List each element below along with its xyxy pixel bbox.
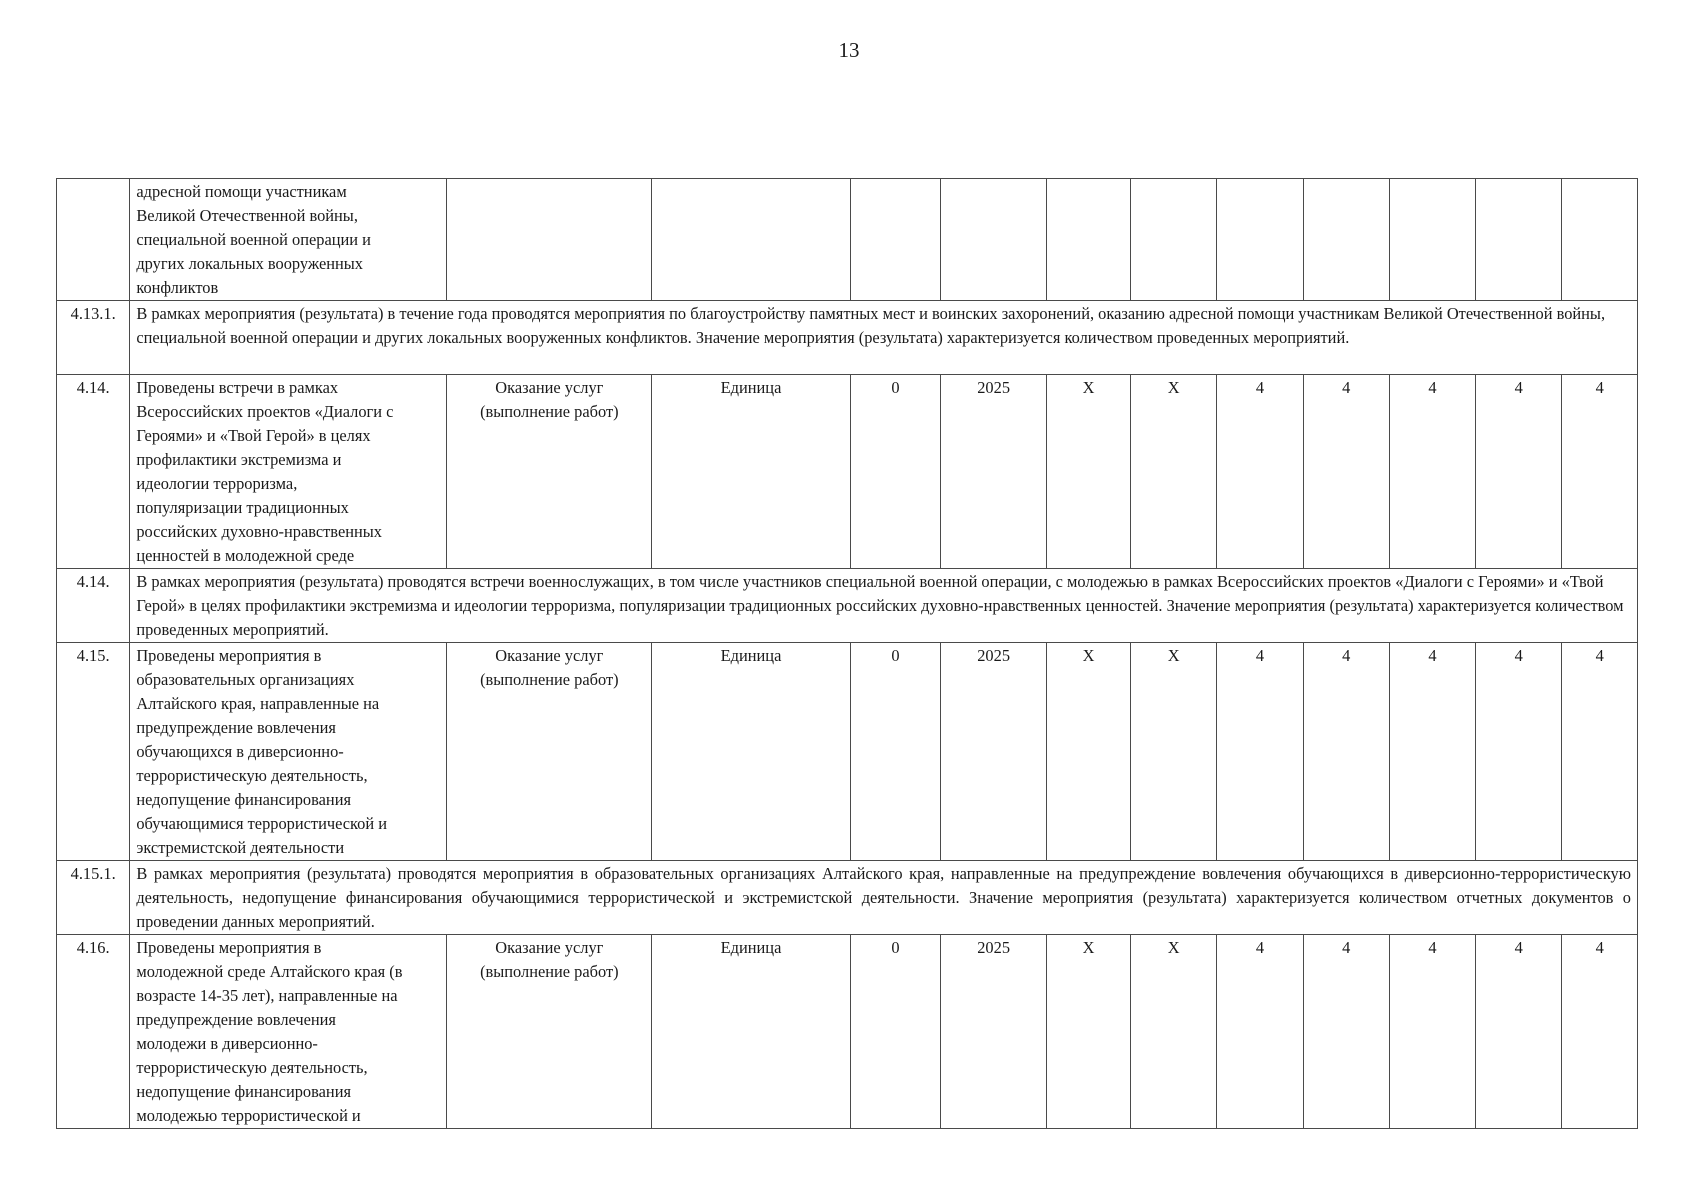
text-line: предупреждение вовлечения (136, 718, 336, 737)
value-cell: X (1046, 375, 1130, 569)
value-cell: 4 (1562, 643, 1638, 861)
text-line: экстремистской деятельности (136, 838, 345, 857)
row-number-cell: 4.13.1. (57, 301, 130, 375)
value-cell (1476, 179, 1562, 301)
row-number-cell: 4.14. (57, 375, 130, 569)
value-cell (1303, 179, 1389, 301)
text-line: специальной военной операции и (136, 230, 371, 249)
type-cell (447, 935, 652, 1129)
row-number-cell (57, 179, 130, 301)
value-cell: X (1046, 643, 1130, 861)
base-year-cell (941, 179, 1047, 301)
value-cell (1131, 179, 1217, 301)
value-cell: 4 (1389, 375, 1475, 569)
text-line: Оказание услуг (495, 646, 604, 665)
page-number: 13 (838, 38, 860, 62)
value-cell (1217, 179, 1303, 301)
row-number-cell: 4.16. (57, 935, 130, 1129)
base-year-cell: 2025 (941, 935, 1047, 1129)
row-number-cell: 4.15.1. (57, 861, 130, 935)
row-number-cell: 4.14. (57, 569, 130, 643)
text-line: ценностей в молодежной среде (136, 546, 355, 565)
base-value-cell: 0 (850, 643, 941, 861)
text-line: (выполнение работ) (480, 402, 619, 421)
value-cell: 4 (1303, 935, 1389, 1129)
value-cell (1562, 179, 1638, 301)
text-line: Оказание услуг (495, 938, 604, 957)
value-cell: 4 (1303, 643, 1389, 861)
measure-name-cell (130, 179, 447, 301)
base-value-cell: 0 (850, 935, 941, 1129)
value-cell: 4 (1303, 375, 1389, 569)
text-line: адресной помощи участникам (136, 182, 347, 201)
unit-cell: Единица (652, 375, 850, 569)
text-line: Проведены встречи в рамках (136, 378, 339, 397)
text-line: Алтайского края, направленные на (136, 694, 380, 713)
text-line: молодежной среде Алтайского края (в (136, 962, 403, 981)
text-line: образовательных организациях (136, 670, 355, 689)
value-cell: 4 (1217, 375, 1303, 569)
text-line: молодежи в диверсионно- (136, 1034, 318, 1053)
table-row (57, 643, 1638, 861)
value-cell: X (1131, 643, 1217, 861)
text-line: (выполнение работ) (480, 962, 619, 981)
value-cell (1046, 179, 1130, 301)
text-line: Героями» и «Твой Герой» в целях (136, 426, 371, 445)
measure-name-cell (130, 375, 447, 569)
table-row (57, 301, 1638, 375)
value-cell: 4 (1562, 935, 1638, 1129)
unit-cell: Единица (652, 643, 850, 861)
description-cell: В рамках мероприятия (результата) проводятся мероприятия в образовательных организациях Алтайского края, направленные на предупреждение вовлечения обучающихся в диверсионно-террористическую деятельность, недопущение финансирования обучающимися террористической и экстремистской деятельности. Значение мероприятия (результата) характеризуется количеством отчетных документов о проведении данных мероприятий. (130, 861, 1638, 935)
text-line: идеологии терроризма, (136, 474, 298, 493)
value-cell: 4 (1562, 375, 1638, 569)
base-value-cell (850, 179, 941, 301)
text-line: других локальных вооруженных (136, 254, 363, 273)
value-cell: X (1046, 935, 1130, 1129)
measure-name-cell (130, 643, 447, 861)
text-line: предупреждение вовлечения (136, 1010, 336, 1029)
description-cell: В рамках мероприятия (результата) в течение года проводятся мероприятия по благоустройству памятных мест и воинских захоронений, оказанию адресной помощи участникам Великой Отечественной войны, специальной военной операции и других локальных вооруженных конфликтов. Значение мероприятия (результата) характеризуется количеством проведенных мероприятий. (130, 301, 1638, 375)
table-row (57, 375, 1638, 569)
base-year-cell: 2025 (941, 643, 1047, 861)
value-cell: 4 (1389, 935, 1475, 1129)
value-cell: X (1131, 375, 1217, 569)
text-line: террористическую деятельность, (136, 1058, 368, 1077)
type-cell (447, 643, 652, 861)
base-year-cell: 2025 (941, 375, 1047, 569)
unit-cell (652, 179, 850, 301)
text-line: Проведены мероприятия в (136, 938, 322, 957)
table-row (57, 179, 1638, 301)
text-line: недопущение финансирования (136, 790, 351, 809)
text-line: Всероссийских проектов «Диалоги с (136, 402, 394, 421)
text-line: (выполнение работ) (480, 670, 619, 689)
text-line: профилактики экстремизма и (136, 450, 342, 469)
value-cell: X (1131, 935, 1217, 1129)
text-line: обучающихся в диверсионно- (136, 742, 344, 761)
value-cell: 4 (1217, 935, 1303, 1129)
measure-name-cell (130, 935, 447, 1129)
text-line: российских духовно-нравственных (136, 522, 382, 541)
table-row (57, 935, 1638, 1129)
row-number-cell: 4.15. (57, 643, 130, 861)
text-line: возрасте 14-35 лет), направленные на (136, 986, 398, 1005)
text-line: конфликтов (136, 278, 219, 297)
value-cell: 4 (1476, 643, 1562, 861)
value-cell: 4 (1476, 935, 1562, 1129)
table-row (57, 569, 1638, 643)
value-cell: 4 (1217, 643, 1303, 861)
type-cell (447, 179, 652, 301)
text-line: Великой Отечественной войны, (136, 206, 358, 225)
text-line: популяризации традиционных (136, 498, 349, 517)
text-line: недопущение финансирования (136, 1082, 351, 1101)
description-cell: В рамках мероприятия (результата) проводятся встречи военнослужащих, в том числе участников специальной военной операции, с молодежью в рамках Всероссийских проектов «Диалоги с Героями» и «Твой Герой» в целях профилактики экстремизма и идеологии терроризма, популяризации традиционных российских духовно-нравственных ценностей. Значение мероприятия (результата) характеризуется количеством проведенных мероприятий. (130, 569, 1638, 643)
text-line: Проведены мероприятия в (136, 646, 322, 665)
text-line: обучающимися террористической и (136, 814, 388, 833)
text-line: террористическую деятельность, (136, 766, 368, 785)
text-line: молодежью террористической и (136, 1106, 361, 1125)
table-row (57, 861, 1638, 935)
unit-cell: Единица (652, 935, 850, 1129)
text-line: Оказание услуг (495, 378, 604, 397)
value-cell: 4 (1389, 643, 1475, 861)
value-cell: 4 (1476, 375, 1562, 569)
indicators-table (56, 178, 1638, 1129)
value-cell (1389, 179, 1475, 301)
base-value-cell: 0 (850, 375, 941, 569)
type-cell (447, 375, 652, 569)
